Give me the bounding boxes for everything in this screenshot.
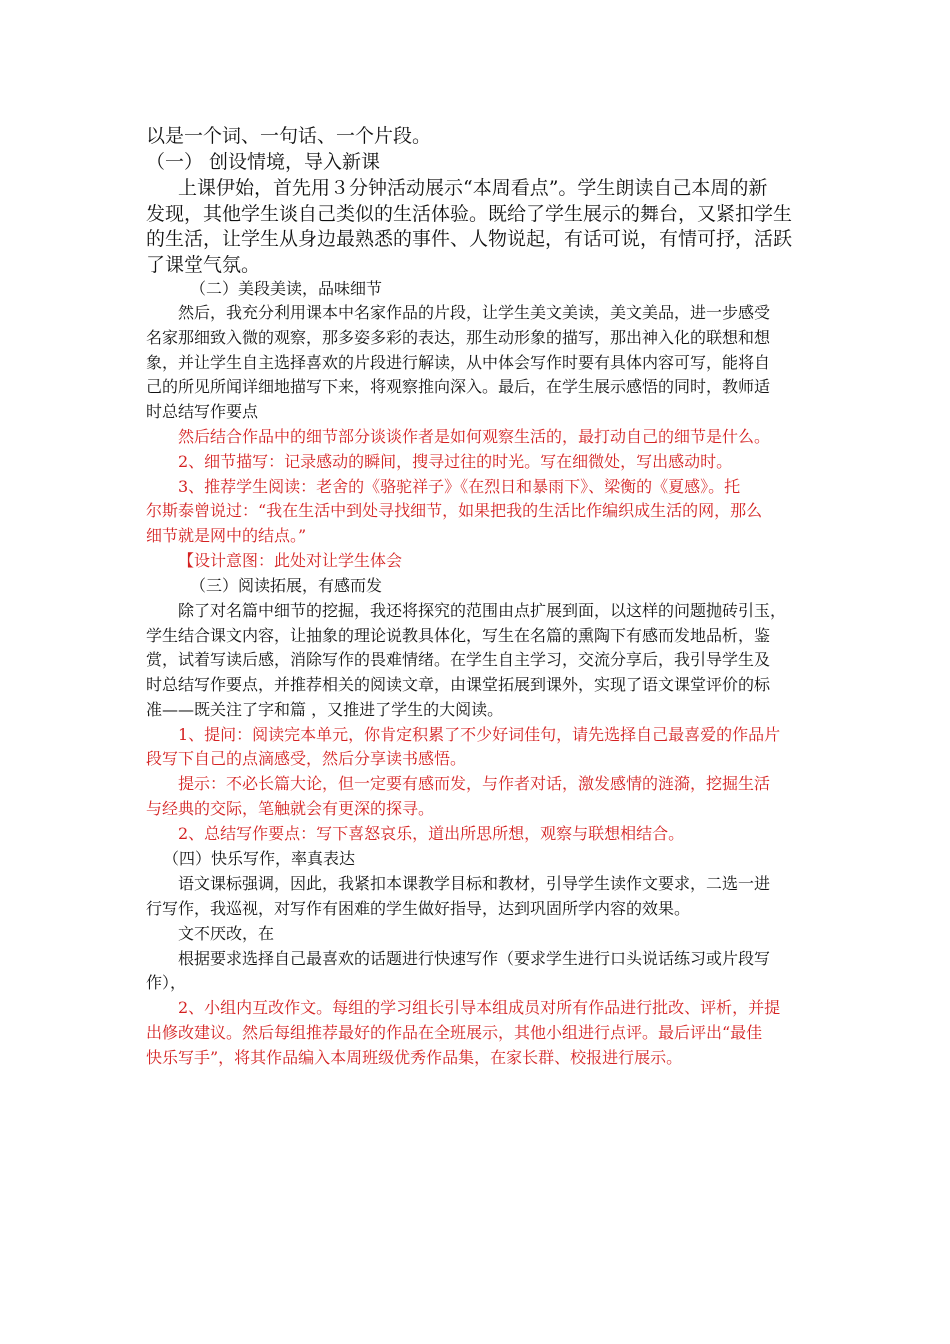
design-intent-note: 【设计意图：此处对让学生体会 bbox=[178, 551, 403, 570]
emphasis-line: 2、细节描写：记录感动的瞬间，搜寻过往的时光。写在细微处，写出感动时。 bbox=[178, 452, 733, 471]
text-line: 上课伊始，首先用３分钟活动展示“本周看点”。学生朗读自己本周的新 bbox=[178, 177, 768, 199]
emphasis-line: 出修改建议。然后每组推荐最好的作品在全班展示，其他小组进行点评。最后评出“最佳 bbox=[146, 1023, 763, 1042]
text-line: 己的所见所闻详细地描写下来，将观察推向深入。最后，在学生展示感悟的同时，教师适 bbox=[146, 377, 771, 396]
text-line: 的生活，让学生从身边最熟悉的事件、人物说起，有话可说，有情可抒，活跃 bbox=[146, 228, 793, 250]
emphasis-line: 尔斯泰曾说过：“我在生活中到处寻找细节，如果把我的生活比作编织成生活的网，那么 bbox=[146, 501, 763, 520]
section-heading-2: （二）美段美读，品味细节 bbox=[190, 279, 383, 298]
emphasis-line: 1、提问：阅读完本单元，你肯定积累了不少好词佳句，请先选择自己最喜爱的作品片 bbox=[178, 725, 781, 744]
text-line: 时总结写作要点，并推荐相关的阅读文章，由课堂拓展到课外，实现了语文课堂评价的标 bbox=[146, 675, 771, 694]
text-line: 名家那细致入微的观察，那多姿多彩的表达，那生动形象的描写，那出神入化的联想和想 bbox=[146, 328, 771, 347]
text-line: 根据要求选择自己最喜欢的话题进行快速写作（要求学生进行口头说话练习或片段写 bbox=[178, 949, 771, 968]
text-line: 作）， bbox=[146, 973, 187, 992]
section-heading-3: （三）阅读拓展，有感而发 bbox=[190, 576, 383, 595]
text-line: 行写作，我巡视，对写作有困难的学生做好指导，达到巩固所学内容的效果。 bbox=[146, 899, 691, 918]
text-line: 准——既关注了字和篇 ，又推进了学生的大阅读。 bbox=[146, 700, 504, 719]
text-line: 发现，其他学生谈自己类似的生活体验。既给了学生展示的舞台，又紧扣学生 bbox=[146, 203, 793, 225]
text-line: 赏，试着写读后感，消除写作的畏难情绪。在学生自主学习，交流分享后，我引导学生及 bbox=[146, 650, 771, 669]
text-line: 时总结写作要点 bbox=[146, 402, 259, 421]
emphasis-line: 2、小组内互改作文。每组的学习组长引导本组成员对所有作品进行批改、评析，并提 bbox=[178, 998, 781, 1017]
section-heading-1: （一） 创设情境，导入新课 bbox=[146, 151, 381, 173]
emphasis-line: 然后结合作品中的细节部分谈谈作者是如何观察生活的，最打动自己的细节是什么。 bbox=[178, 427, 771, 446]
text-line: 学生结合课文内容，让抽象的理论说教具体化，写生在名篇的熏陶下有感而发地品析，鉴 bbox=[146, 626, 771, 645]
emphasis-line: 2、总结写作要点：写下喜怒哀乐，道出所思所想，观察与联想相结合。 bbox=[178, 824, 685, 843]
emphasis-line: 细节就是网中的结点。” bbox=[146, 526, 307, 545]
section-heading-4: （四）快乐写作，率真表达 bbox=[163, 849, 356, 868]
text-line: 象，并让学生自主选择喜欢的片段进行解读，从中体会写作时要有具体内容可写，能将自 bbox=[146, 353, 771, 372]
text-line: 语文课标强调，因此，我紧扣本课教学目标和教材，引导学生读作文要求，二选一进 bbox=[178, 874, 771, 893]
text-line: 除了对名篇中细节的挖掘，我还将探究的范围由点扩展到面，以这样的问题抛砖引玉， bbox=[178, 601, 787, 620]
text-line: 然后，我充分利用课本中名家作品的片段，让学生美文美读，美文美品，进一步感受 bbox=[178, 303, 771, 322]
emphasis-line: 段写下自己的点滴感受，然后分享读书感悟。 bbox=[146, 749, 467, 768]
text-line: 以是一个词、一句话、一个片段。 bbox=[146, 125, 432, 147]
text-line: 了课堂气氛。 bbox=[146, 254, 261, 276]
text-line: 文不厌改，在 bbox=[178, 924, 275, 943]
emphasis-line: 快乐写手”，将其作品编入本周班级优秀作品集，在家长群、校报进行展示。 bbox=[146, 1048, 683, 1067]
emphasis-line: 与经典的交际，笔触就会有更深的探寻。 bbox=[146, 799, 435, 818]
emphasis-line: 提示：不必长篇大论，但一定要有感而发，与作者对话，激发感情的涟漪，挖掘生活 bbox=[178, 774, 771, 793]
emphasis-line: 3、推荐学生阅读：老舍的《骆驼祥子》《在烈日和暴雨下》、梁衡的《夏感》。托 bbox=[178, 477, 741, 496]
